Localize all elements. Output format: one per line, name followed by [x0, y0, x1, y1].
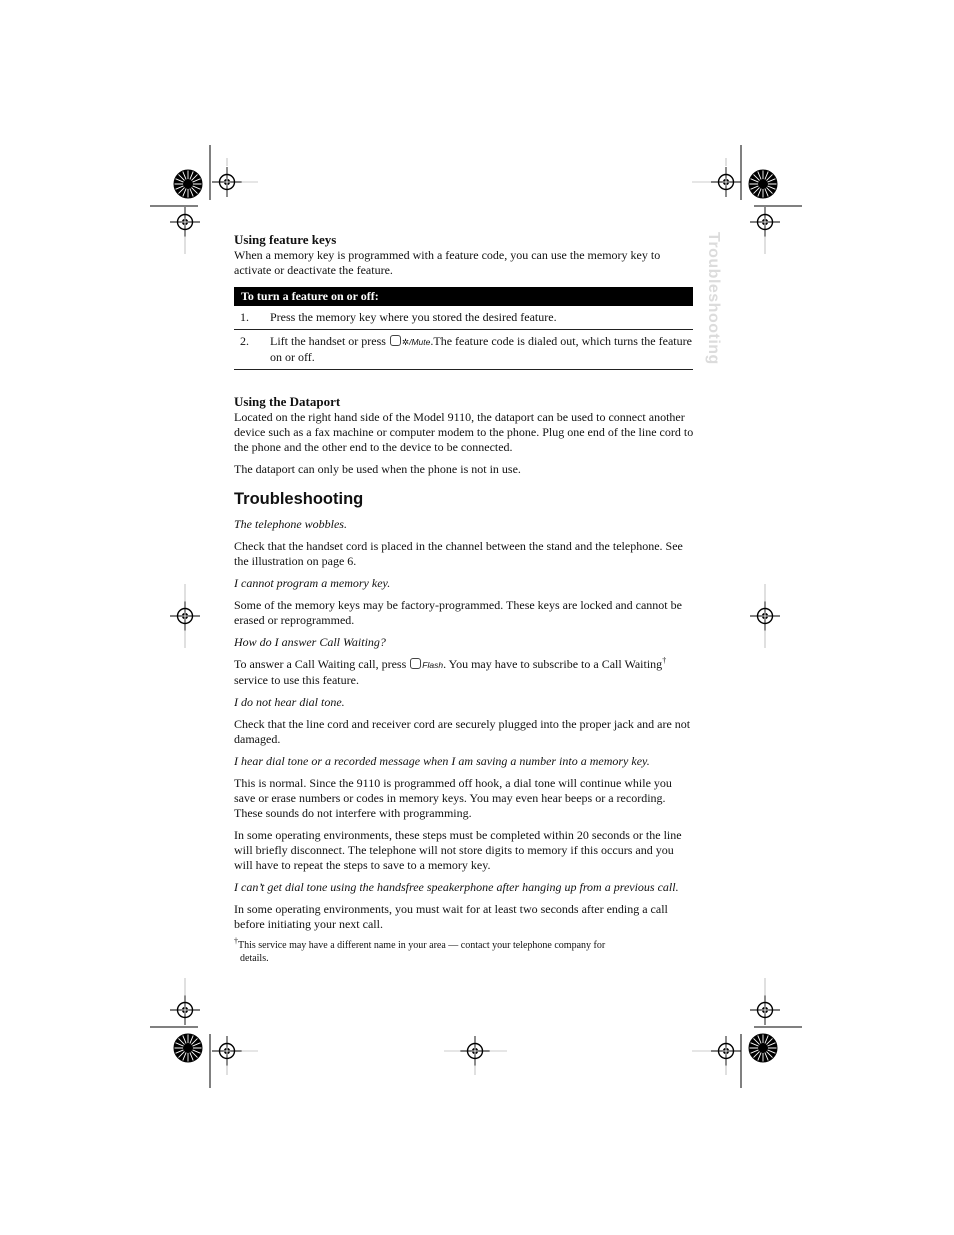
footnote-text: This service may have a different name in your area — contact your telephone company for details. [238, 940, 606, 964]
key-button-icon [410, 658, 421, 669]
answer: Some of the memory keys may be factory-programmed. These keys are locked and cannot be erased or reprogrammed. [234, 598, 682, 627]
step-number: 1. [240, 310, 249, 324]
feature-keys-body: When a memory key is programmed with a feature code, you can use the memory key to activate or deactivate the feature. [234, 248, 661, 277]
dagger-mark: † [662, 656, 667, 665]
question: I hear dial tone or a recorded message when I am saving a number into a memory key. [234, 754, 650, 768]
answer: Check that the handset cord is placed in the channel between the stand and the telephone. See the illustration on page 6. [234, 539, 683, 568]
footnote-dagger: † [234, 936, 238, 946]
step-text-after: .The feature code is dialed out, which turns the feature on or off. [270, 334, 692, 364]
key-button-icon [390, 335, 401, 346]
answer: In some operating environments, you must wait for at least two seconds after ending a call before initiating your next call. [234, 902, 668, 931]
question: I do not hear dial tone. [234, 695, 345, 709]
table-row [234, 306, 693, 329]
step-number: 2. [240, 334, 249, 348]
table-row [234, 329, 693, 369]
step-text-before: Lift the handset or press [270, 334, 389, 348]
answer-text-before: To answer a Call Waiting call, press [234, 657, 410, 671]
dataport-heading: Using the Dataport [234, 394, 341, 409]
mute-key-label: ✲/Mute [401, 337, 431, 347]
step-text: Press the memory key where you stored the desired feature. [270, 310, 557, 324]
section-tab-label: Troubleshooting [705, 232, 722, 365]
troubleshooting-heading: Troubleshooting [234, 490, 364, 508]
question: I can’t get dial tone using the handsfree speakerphone after hanging up from a previous call. [234, 880, 679, 894]
footnote [234, 936, 620, 965]
feature-steps-header: To turn a feature on or off: [234, 287, 693, 306]
feature-keys-heading: Using feature keys [234, 232, 337, 247]
answer: Check that the line cord and receiver cord are securely plugged into the proper jack and are not damaged. [234, 717, 691, 746]
question: The telephone wobbles. [234, 517, 347, 531]
dataport-paragraph: The dataport can only be used when the phone is not in use. [234, 462, 521, 476]
flash-key-label: Flash [422, 660, 444, 670]
dataport-paragraph: Located on the right hand side of the Model 9110, the dataport can be used to connect another device such as a fax machine or computer modem to the phone. Plug one end of the line cord to the phone and the other end to the device to be connected. [234, 410, 694, 454]
question: I cannot program a memory key. [234, 576, 391, 590]
answer: This is normal. Since the 9110 is programmed off hook, a dial tone will continue while you save or erase numbers or codes in memory keys. You may even hear beeps or a recording. These sounds do not interfere with programming. [234, 776, 672, 820]
question: How do I answer Call Waiting? [234, 635, 386, 649]
answer: In some operating environments, these steps must be completed within 20 seconds or the line will briefly disconnect. The telephone will not store digits to memory if this occurs and you will have to repeat the steps to save to a memory key. [234, 828, 682, 872]
page-content [234, 231, 694, 965]
step-text [270, 334, 693, 365]
feature-steps-table [234, 287, 693, 370]
answer-text-after: service to use this feature. [234, 673, 359, 687]
answer-text-middle: . You may have to subscribe to a Call Waiting [443, 657, 663, 671]
answer [234, 657, 694, 688]
